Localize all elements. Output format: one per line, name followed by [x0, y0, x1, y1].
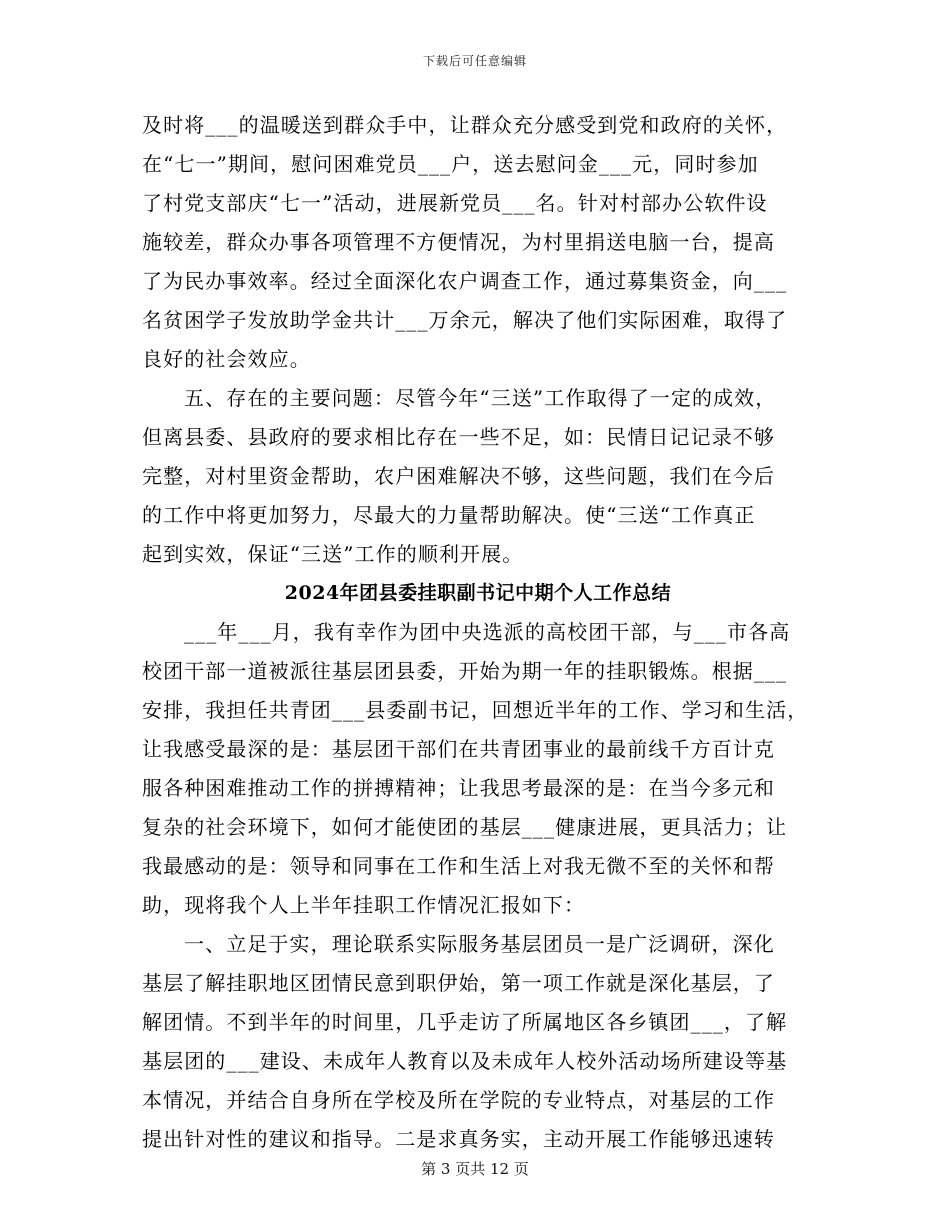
text-line: 施较差，群众办事各项管理不方便情况，为村里捐送电脑一台，提高: [142, 230, 775, 254]
text-line: 本情况，并结合自身所在学校及所在学院的专业特点，对基层的工作: [142, 1088, 775, 1112]
text-line: 了村党支部庆“七一”活动，进展新党员___名。针对村部办公软件设: [142, 191, 768, 215]
text-line: 我最感动的是：领导和同事在工作和生活上对我无微不至的关怀和帮: [142, 854, 775, 878]
text-line: 一、立足于实，理论联系实际服务基层团员一是广泛调研，深化: [184, 932, 775, 956]
text-line: 起到实效，保证“三送”工作的顺利开展。: [142, 542, 524, 566]
text-line: 的工作中将更加努力，尽最大的力量帮助解决。使“三送“工作真正: [142, 503, 756, 527]
page-footer: 第 3 页共 12 页: [421, 1160, 529, 1178]
text-line: 良好的社会效应。: [142, 347, 311, 371]
text-line: 服各种困难推动工作的拼搏精神；让我思考最深的是：在当今多元和: [142, 776, 775, 800]
text-line: 助，现将我个人上半年挂职工作情况汇报如下：: [142, 893, 586, 917]
text-line: 安排，我担任共青团___县委副书记，回想近半年的工作、学习和生活，: [142, 698, 809, 722]
text-line: 解团情。不到半年的时间里，几乎走访了所属地区各乡镇团___，了解: [142, 1010, 788, 1034]
text-line: 五、存在的主要问题：尽管今年“三送”工作取得了一定的成效，: [184, 386, 777, 410]
text-line: 基层团的___建设、未成年人教育以及未成年人校外活动场所建设等基: [142, 1049, 788, 1073]
text-line: ___年___月，我有幸作为团中央选派的高校团干部，与___市各高: [184, 620, 791, 644]
text-line: 让我感受最深的是：基层团干部们在共青团事业的最前线千方百计克: [142, 737, 775, 761]
text-line: 复杂的社会环境下，如何才能使团的基层___健康进展，更具活力；让: [142, 815, 788, 839]
page-header: 下载后可任意编辑: [422, 54, 527, 68]
text-line: 完整，对村里资金帮助，农户困难解决不够，这些问题，我们在今后: [142, 464, 775, 488]
text-line: 了为民办事效率。经过全面深化农户调查工作，通过募集资金，向___: [142, 269, 788, 293]
text-line: 在“七一”期间，慰问困难党员___户，送去慰问金___元，同时参加: [142, 152, 759, 176]
document-body: [142, 106, 814, 1159]
text-line: 但离县委、县政府的要求相比存在一些不足，如：民情日记记录不够: [142, 425, 775, 449]
text-line: 及时将___的温暖送到群众手中，让群众充分感受到党和政府的关怀，: [142, 113, 788, 137]
section-title: 2024年团县委挂职副书记中期个人工作总结: [284, 582, 672, 604]
text-line: 提出针对性的建议和指导。二是求真务实，主动开展工作能够迅速转: [142, 1127, 775, 1151]
text-line: 校团干部一道被派往基层团县委，开始为期一年的挂职锻炼。根据___: [142, 659, 788, 683]
text-line: 基层了解挂职地区团情民意到职伊始，第一项工作就是深化基层，了: [142, 971, 775, 995]
text-line: 名贫困学子发放助学金共计___万余元，解决了他们实际困难，取得了: [142, 308, 788, 332]
